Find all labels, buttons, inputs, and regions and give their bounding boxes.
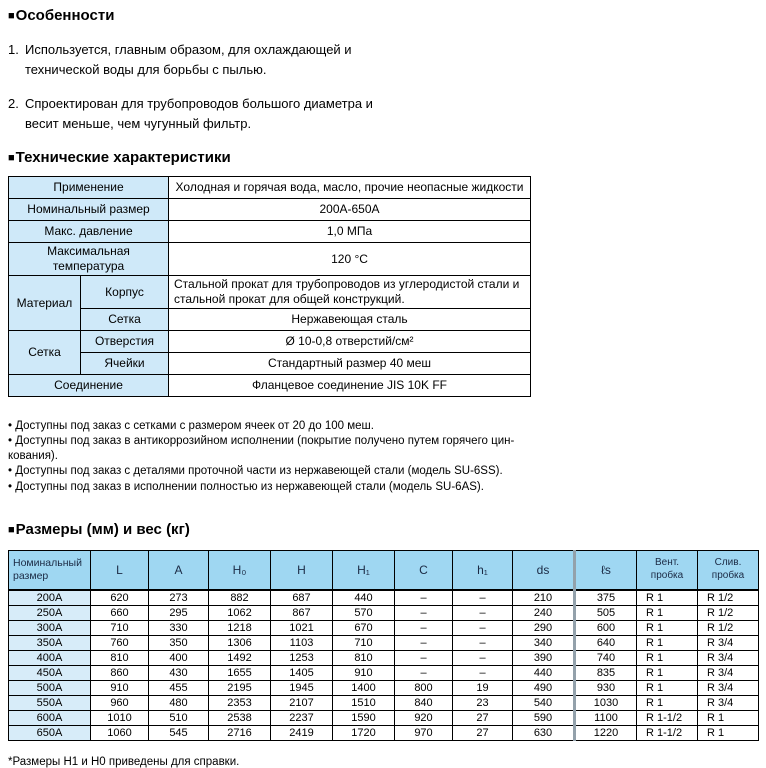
dim-value-cell: 760 bbox=[91, 635, 149, 650]
dim-value-cell: 375 bbox=[575, 590, 637, 606]
dim-value-cell: 510 bbox=[149, 710, 209, 725]
spec-label-cell: Ячейки bbox=[81, 353, 169, 375]
note-item: • Доступны под заказ в исполнении полностью из нержавеющей стали (модель SU-6AS). bbox=[8, 480, 484, 493]
dim-value-cell: R 1 bbox=[698, 710, 759, 725]
dim-value-cell: 960 bbox=[91, 695, 149, 710]
dim-value-cell: – bbox=[395, 605, 453, 620]
dim-value-cell: 1060 bbox=[91, 725, 149, 740]
dim-value-cell: R 1 bbox=[637, 680, 698, 695]
footnote: *Размеры H1 и H0 приведены для справки. bbox=[8, 755, 240, 768]
feature-text: Спроектирован для трубопроводов большого диаметра и весит меньше, чем чугунный фильтр. bbox=[25, 96, 373, 131]
dim-value-cell: – bbox=[453, 590, 513, 606]
dim-size-cell: 450A bbox=[9, 665, 91, 680]
dim-value-cell: R 3/4 bbox=[698, 680, 759, 695]
dim-value-cell: 687 bbox=[271, 590, 333, 606]
dim-value-cell: R 3/4 bbox=[698, 665, 759, 680]
spec-value-cell: Холодная и горячая вода, масло, прочие неопасные жидкости bbox=[169, 177, 531, 199]
dim-value-cell: R 1/2 bbox=[698, 605, 759, 620]
dim-value-cell: 1010 bbox=[91, 710, 149, 725]
dim-value-cell: R 1 bbox=[698, 725, 759, 740]
dim-value-cell: 2538 bbox=[209, 710, 271, 725]
spec-row bbox=[9, 221, 531, 243]
dim-row bbox=[9, 680, 759, 695]
dim-header-row bbox=[9, 550, 759, 590]
dim-value-cell: 240 bbox=[513, 605, 575, 620]
dim-value-cell: – bbox=[395, 590, 453, 606]
feature-item bbox=[8, 40, 758, 79]
dim-value-cell: – bbox=[453, 620, 513, 635]
dim-value-cell: 835 bbox=[575, 665, 637, 680]
dim-value-cell: R 3/4 bbox=[698, 635, 759, 650]
specs-section-title bbox=[8, 148, 758, 168]
dim-column-header: H₀ bbox=[209, 550, 271, 590]
spec-table bbox=[8, 176, 531, 397]
dim-value-cell: R 1 bbox=[637, 650, 698, 665]
notes-list bbox=[8, 419, 758, 494]
dim-value-cell: 1492 bbox=[209, 650, 271, 665]
dim-size-cell: 550A bbox=[9, 695, 91, 710]
dim-value-cell: R 1/2 bbox=[698, 620, 759, 635]
dim-value-cell: R 1 bbox=[637, 635, 698, 650]
dim-value-cell: 710 bbox=[91, 620, 149, 635]
dimensions-table-wrapper bbox=[8, 550, 758, 741]
spec-value-cell: Фланцевое соединение JIS 10K FF bbox=[169, 375, 531, 397]
dim-value-cell: 590 bbox=[513, 710, 575, 725]
dim-value-cell: 1720 bbox=[333, 725, 395, 740]
spec-row bbox=[9, 276, 531, 309]
dim-column-header: A bbox=[149, 550, 209, 590]
dim-value-cell: 810 bbox=[333, 650, 395, 665]
dim-row bbox=[9, 665, 759, 680]
dim-value-cell: 620 bbox=[91, 590, 149, 606]
dim-value-cell: 1306 bbox=[209, 635, 271, 650]
section-square-icon: ■ bbox=[8, 152, 15, 164]
dim-value-cell: – bbox=[453, 635, 513, 650]
spec-value-cell: Стандартный размер 40 меш bbox=[169, 353, 531, 375]
dim-value-cell: 295 bbox=[149, 605, 209, 620]
spec-value-cell: 120 °C bbox=[169, 243, 531, 276]
dim-size-cell: 500A bbox=[9, 680, 91, 695]
dim-value-cell: 1103 bbox=[271, 635, 333, 650]
dim-value-cell: 1590 bbox=[333, 710, 395, 725]
dim-value-cell: 2353 bbox=[209, 695, 271, 710]
dim-value-cell: 2237 bbox=[271, 710, 333, 725]
spec-label-cell: Сетка bbox=[9, 331, 81, 375]
dim-value-cell: R 1 bbox=[637, 590, 698, 606]
dim-value-cell: 660 bbox=[91, 605, 149, 620]
dim-value-cell: 1218 bbox=[209, 620, 271, 635]
dim-value-cell: 1253 bbox=[271, 650, 333, 665]
spec-value-cell: 200A-650A bbox=[169, 199, 531, 221]
dim-value-cell: 1220 bbox=[575, 725, 637, 740]
spec-label-cell: Отверстия bbox=[81, 331, 169, 353]
feature-text: Используется, главным образом, для охлаждающей и технической воды для борьбы с пылью. bbox=[25, 42, 352, 77]
dim-value-cell: R 3/4 bbox=[698, 695, 759, 710]
dim-value-cell: – bbox=[395, 650, 453, 665]
dim-row bbox=[9, 620, 759, 635]
feature-number: 2. bbox=[8, 96, 19, 111]
dim-value-cell: 480 bbox=[149, 695, 209, 710]
dim-row bbox=[9, 650, 759, 665]
dim-value-cell: 1021 bbox=[271, 620, 333, 635]
spec-label-cell: Применение bbox=[9, 177, 169, 199]
spec-label-cell: Сетка bbox=[81, 309, 169, 331]
dimensions-title-text: Размеры (мм) и вес (кг) bbox=[15, 520, 190, 538]
dim-size-cell: 600A bbox=[9, 710, 91, 725]
spec-row bbox=[9, 331, 531, 353]
dim-value-cell: 350 bbox=[149, 635, 209, 650]
dim-value-cell: – bbox=[395, 620, 453, 635]
dim-value-cell: 800 bbox=[395, 680, 453, 695]
dim-value-cell: 1030 bbox=[575, 695, 637, 710]
dim-column-header: H bbox=[271, 550, 333, 590]
dim-value-cell: 930 bbox=[575, 680, 637, 695]
dim-value-cell: 545 bbox=[149, 725, 209, 740]
dim-column-header: ds bbox=[513, 550, 575, 590]
dim-value-cell: 400 bbox=[149, 650, 209, 665]
feature-number: 1. bbox=[8, 42, 19, 57]
spec-value-cell: Стальной прокат для трубопроводов из углеродистой стали и стальной прокат для общей конструкций. bbox=[169, 276, 531, 309]
spec-row bbox=[9, 177, 531, 199]
dimensions-section-title bbox=[8, 520, 758, 540]
dim-size-cell: 350A bbox=[9, 635, 91, 650]
features-list bbox=[8, 40, 758, 133]
dim-value-cell: 630 bbox=[513, 725, 575, 740]
dim-value-cell: 1510 bbox=[333, 695, 395, 710]
spec-row bbox=[9, 375, 531, 397]
dim-size-cell: 650A bbox=[9, 725, 91, 740]
dim-size-cell: 200A bbox=[9, 590, 91, 606]
dim-value-cell: 1062 bbox=[209, 605, 271, 620]
dim-value-cell: 860 bbox=[91, 665, 149, 680]
dim-row bbox=[9, 590, 759, 606]
dim-column-header: C bbox=[395, 550, 453, 590]
spec-label-cell: Номинальный размер bbox=[9, 199, 169, 221]
note-item: • Доступны под заказ с сетками с размером ячеек от 20 до 100 меш. bbox=[8, 420, 374, 432]
dim-value-cell: 340 bbox=[513, 635, 575, 650]
dim-row bbox=[9, 635, 759, 650]
spec-table-wrapper bbox=[8, 176, 758, 397]
dim-value-cell: 1100 bbox=[575, 710, 637, 725]
specs-title-text: Технические характеристики bbox=[15, 149, 231, 166]
dim-row bbox=[9, 605, 759, 620]
features-title-text: Особенности bbox=[15, 7, 115, 24]
dim-value-cell: R 1 bbox=[637, 695, 698, 710]
feature-item bbox=[8, 94, 758, 133]
dim-table bbox=[8, 550, 759, 741]
dim-value-cell: 2107 bbox=[271, 695, 333, 710]
dim-value-cell: R 1 bbox=[637, 605, 698, 620]
dim-row bbox=[9, 725, 759, 740]
dim-column-header: Номинальный размер bbox=[9, 550, 91, 590]
dim-value-cell: 210 bbox=[513, 590, 575, 606]
spec-value-cell: Нержавеющая сталь bbox=[169, 309, 531, 331]
dim-value-cell: 810 bbox=[91, 650, 149, 665]
dim-value-cell: – bbox=[395, 635, 453, 650]
dim-value-cell: 882 bbox=[209, 590, 271, 606]
dim-column-header: h₁ bbox=[453, 550, 513, 590]
spec-label-cell: Соединение bbox=[9, 375, 169, 397]
spec-value-cell: 1,0 МПа bbox=[169, 221, 531, 243]
dim-value-cell: R 3/4 bbox=[698, 650, 759, 665]
dim-value-cell: 867 bbox=[271, 605, 333, 620]
dim-value-cell: 2716 bbox=[209, 725, 271, 740]
dim-value-cell: 440 bbox=[333, 590, 395, 606]
features-section-title bbox=[8, 6, 758, 26]
spec-value-cell: Ø 10-0,8 отверстий/см² bbox=[169, 331, 531, 353]
dim-value-cell: 920 bbox=[395, 710, 453, 725]
dim-value-cell: 600 bbox=[575, 620, 637, 635]
dim-value-cell: 2419 bbox=[271, 725, 333, 740]
dim-value-cell: 640 bbox=[575, 635, 637, 650]
dim-value-cell: R 1 bbox=[637, 620, 698, 635]
dim-value-cell: R 1 bbox=[637, 665, 698, 680]
dim-value-cell: 390 bbox=[513, 650, 575, 665]
dim-value-cell: 1945 bbox=[271, 680, 333, 695]
spec-row bbox=[9, 243, 531, 276]
dim-value-cell: 330 bbox=[149, 620, 209, 635]
section-square-icon: ■ bbox=[8, 10, 15, 22]
dim-value-cell: 27 bbox=[453, 725, 513, 740]
dim-value-cell: – bbox=[453, 665, 513, 680]
dim-value-cell: 490 bbox=[513, 680, 575, 695]
dim-column-header: H₁ bbox=[333, 550, 395, 590]
dim-value-cell: 710 bbox=[333, 635, 395, 650]
dim-value-cell: 430 bbox=[149, 665, 209, 680]
dim-value-cell: 2195 bbox=[209, 680, 271, 695]
dim-value-cell: – bbox=[453, 650, 513, 665]
dim-value-cell: 505 bbox=[575, 605, 637, 620]
dim-value-cell: – bbox=[453, 605, 513, 620]
dim-value-cell: 670 bbox=[333, 620, 395, 635]
dim-value-cell: 1405 bbox=[271, 665, 333, 680]
dim-value-cell: 1400 bbox=[333, 680, 395, 695]
dim-value-cell: 570 bbox=[333, 605, 395, 620]
dim-row bbox=[9, 695, 759, 710]
spec-row bbox=[9, 309, 531, 331]
dim-value-cell: R 1-1/2 bbox=[637, 710, 698, 725]
dim-value-cell: 273 bbox=[149, 590, 209, 606]
spec-label-cell: Материал bbox=[9, 276, 81, 331]
spec-label-cell: Максимальная температура bbox=[9, 243, 169, 276]
dim-value-cell: 540 bbox=[513, 695, 575, 710]
dim-value-cell: 290 bbox=[513, 620, 575, 635]
dim-column-header: Вент. пробка bbox=[637, 550, 698, 590]
dim-value-cell: 1655 bbox=[209, 665, 271, 680]
dim-value-cell: – bbox=[395, 665, 453, 680]
dim-size-cell: 250A bbox=[9, 605, 91, 620]
dim-value-cell: 840 bbox=[395, 695, 453, 710]
dim-value-cell: 23 bbox=[453, 695, 513, 710]
dim-value-cell: 970 bbox=[395, 725, 453, 740]
spec-row bbox=[9, 199, 531, 221]
dim-value-cell: 27 bbox=[453, 710, 513, 725]
dim-size-cell: 400A bbox=[9, 650, 91, 665]
dim-column-header: Слив. пробка bbox=[698, 550, 759, 590]
dim-value-cell: 910 bbox=[333, 665, 395, 680]
dim-column-header: ℓs bbox=[575, 550, 637, 590]
section-square-icon: ■ bbox=[8, 523, 15, 536]
dim-value-cell: 740 bbox=[575, 650, 637, 665]
dim-size-cell: 300A bbox=[9, 620, 91, 635]
dim-value-cell: 455 bbox=[149, 680, 209, 695]
dim-value-cell: 440 bbox=[513, 665, 575, 680]
spec-label-cell: Корпус bbox=[81, 276, 169, 309]
dim-value-cell: R 1/2 bbox=[698, 590, 759, 606]
dim-value-cell: R 1-1/2 bbox=[637, 725, 698, 740]
dim-value-cell: 19 bbox=[453, 680, 513, 695]
note-item: • Доступны под заказ с деталями проточной части из нержавеющей стали (модель SU-6SS). bbox=[8, 465, 503, 478]
dim-value-cell: 910 bbox=[91, 680, 149, 695]
spec-label-cell: Макс. давление bbox=[9, 221, 169, 243]
spec-row bbox=[9, 353, 531, 375]
note-item: • Доступны под заказ в антикоррозийном исполнении (покрытие получено путем горячего цин- кования). bbox=[8, 435, 515, 462]
dim-column-header: L bbox=[91, 550, 149, 590]
